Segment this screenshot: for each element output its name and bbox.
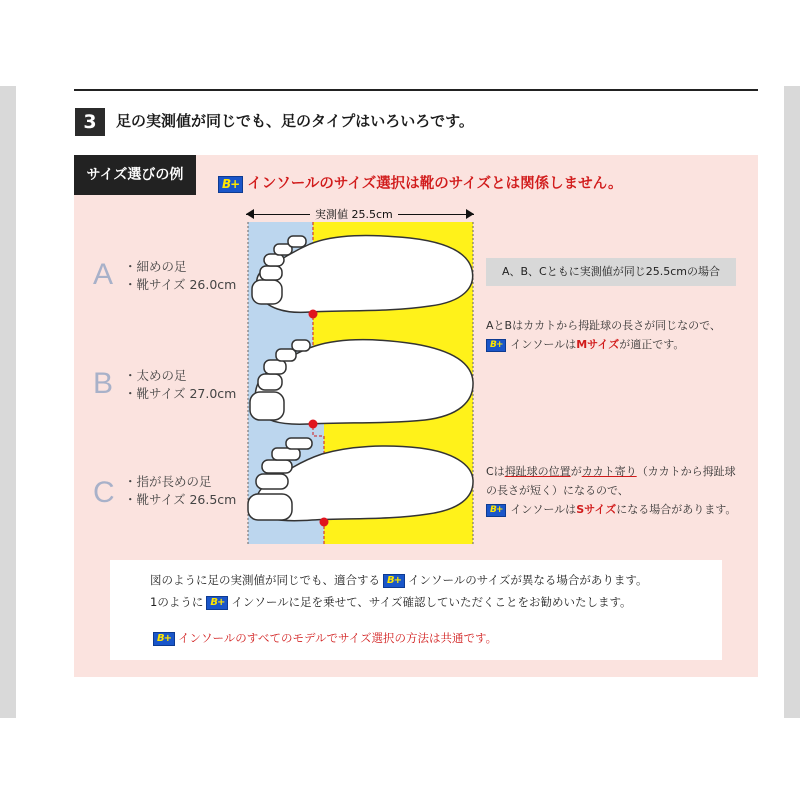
measure-arrow-right <box>466 209 474 219</box>
bplus-logo: B+ <box>383 574 405 588</box>
ab-note-post: が適正です。 <box>619 338 685 351</box>
section-heading: 足の実測値が同じでも、足のタイプはいろいろです。 <box>116 112 474 130</box>
row-b-letter: B <box>93 367 114 400</box>
summary-line2 <box>150 594 632 610</box>
c-note-line3 <box>486 500 736 519</box>
ball-point-c <box>320 518 329 527</box>
row-a-line2: ・靴サイズ 26.0cm <box>124 277 237 292</box>
bplus-logo: B+ <box>486 339 506 352</box>
c-note-post: （カカトから拇趾球 <box>636 465 736 478</box>
row-c-line2: ・靴サイズ 26.5cm <box>124 492 237 507</box>
row-c-desc <box>124 473 236 509</box>
c-note-size-pre: インソールは <box>510 503 577 516</box>
row-b-desc <box>124 367 236 403</box>
foot-a <box>252 236 473 313</box>
panel-tag: サイズ選びの例 <box>74 155 196 195</box>
c-note-heel-side: カカト寄り <box>581 465 637 478</box>
ab-note-line2 <box>486 335 721 354</box>
c-note-ball-position: 拇趾球の位置 <box>504 465 571 478</box>
row-a-letter: A <box>93 258 114 291</box>
c-note <box>486 462 736 519</box>
section-number: 3 <box>75 108 105 136</box>
summary-line1-pre: 図のように足の実測値が同じでも、適合する <box>150 573 380 587</box>
row-c-line1: ・指が長めの足 <box>124 474 212 489</box>
c-note-pre: Cは <box>486 465 505 478</box>
summary-line2-post: インソールに足を乗せて、サイズ確認していただくことをお勧めいたします。 <box>231 595 632 609</box>
c-note-line1 <box>486 462 736 481</box>
panel-title <box>218 172 622 193</box>
row-a-desc <box>124 258 236 294</box>
row-c-letter: C <box>93 476 115 509</box>
summary-line3 <box>150 630 497 646</box>
condition-note: A、B、Cともに実測値が同じ25.5cmの場合 <box>486 258 736 286</box>
summary-line1-post: インソールのサイズが異なる場合があります。 <box>408 573 648 587</box>
row-a-line1: ・細めの足 <box>124 259 187 274</box>
bplus-logo: B+ <box>486 504 506 517</box>
measure-indicator <box>246 204 474 224</box>
ab-note <box>486 316 721 354</box>
ball-point-b <box>309 420 318 429</box>
ball-point-a <box>309 310 318 319</box>
measure-label: 実測値 25.5cm <box>310 206 398 222</box>
panel-title-text: インソールのサイズ選択は靴のサイズとは関係しません。 <box>247 176 623 192</box>
row-b-line2: ・靴サイズ 27.0cm <box>124 386 237 401</box>
summary-box <box>110 560 722 660</box>
c-note-size: Sサイズ <box>576 503 617 516</box>
ab-note-pre: インソールは <box>510 338 577 351</box>
summary-line3-text: インソールのすべてのモデルでサイズ選択の方法は共通です。 <box>178 631 498 645</box>
foot-diagram <box>240 222 480 544</box>
summary-line2-pre: 1のように <box>150 595 204 609</box>
ab-note-size: Mサイズ <box>576 338 620 351</box>
ab-note-line1: AとBはカカトから拇趾球の長さが同じなので、 <box>486 319 721 332</box>
c-note-size-post: になる場合があります。 <box>616 503 737 516</box>
summary-line1 <box>150 572 647 588</box>
bplus-logo: B+ <box>206 596 228 610</box>
row-b-line1: ・太めの足 <box>124 368 187 383</box>
measure-arrow-left <box>246 209 254 219</box>
section-rule <box>74 89 758 91</box>
bplus-logo: B+ <box>218 176 243 193</box>
foot-b <box>250 340 473 424</box>
c-note-mid: が <box>570 465 582 478</box>
c-note-line2: の長さが短く）になるので、 <box>486 484 629 497</box>
bplus-logo: B+ <box>153 632 175 646</box>
